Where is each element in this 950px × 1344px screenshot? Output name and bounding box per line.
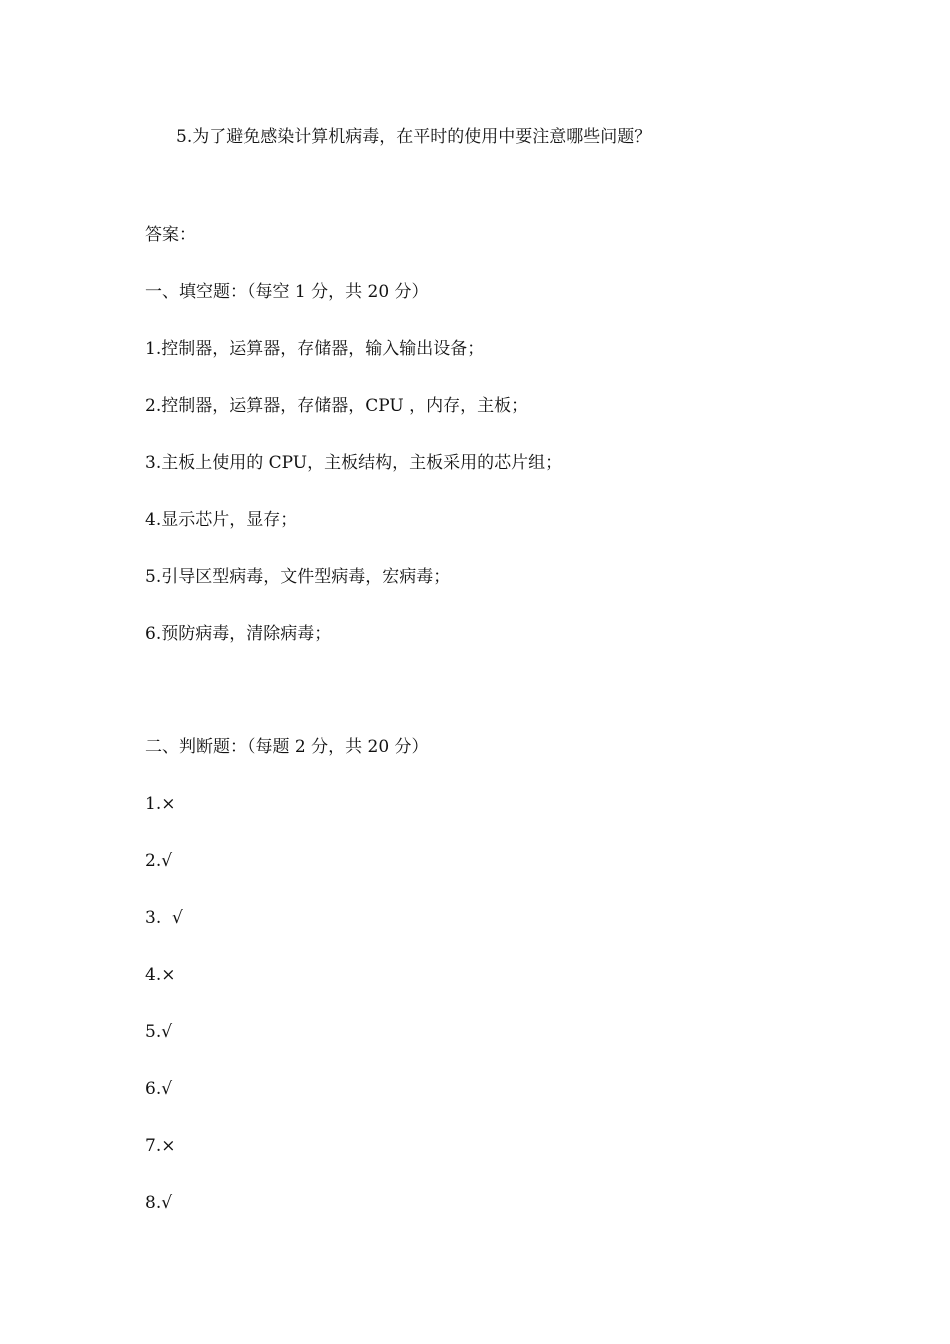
fill-blank-answer-4: 4.显示芯片，显存；	[145, 510, 298, 530]
true-false-answer-4: 4.×	[145, 965, 176, 985]
true-false-answer-5: 5.√	[145, 1022, 173, 1042]
fill-blank-answer-2: 2.控制器，运算器，存储器，CPU ，内存，主板；	[145, 396, 529, 416]
fill-blank-heading: 一、填空题：（每空 1 分，共 20 分）	[145, 282, 429, 302]
question-5: 5.为了避免感染计算机病毒，在平时的使用中要注意哪些问题？	[176, 127, 652, 147]
true-false-answer-2: 2.√	[145, 851, 173, 871]
fill-blank-answer-3: 3.主板上使用的 CPU，主板结构，主板采用的芯片组；	[145, 453, 563, 473]
true-false-answer-8: 8.√	[145, 1193, 173, 1213]
answers-heading: 答案：	[145, 225, 196, 245]
true-false-answer-6: 6.√	[145, 1079, 173, 1099]
fill-blank-answer-6: 6.预防病毒，清除病毒；	[145, 624, 332, 644]
fill-blank-answer-1: 1.控制器，运算器，存储器，输入输出设备；	[145, 339, 485, 359]
true-false-answer-7: 7.×	[145, 1136, 176, 1156]
true-false-answer-3: 3. √	[145, 908, 183, 928]
true-false-answer-1: 1.×	[145, 794, 176, 814]
fill-blank-answer-5: 5.引导区型病毒，文件型病毒，宏病毒；	[145, 567, 451, 587]
true-false-heading: 二、判断题：（每题 2 分，共 20 分）	[145, 737, 429, 757]
